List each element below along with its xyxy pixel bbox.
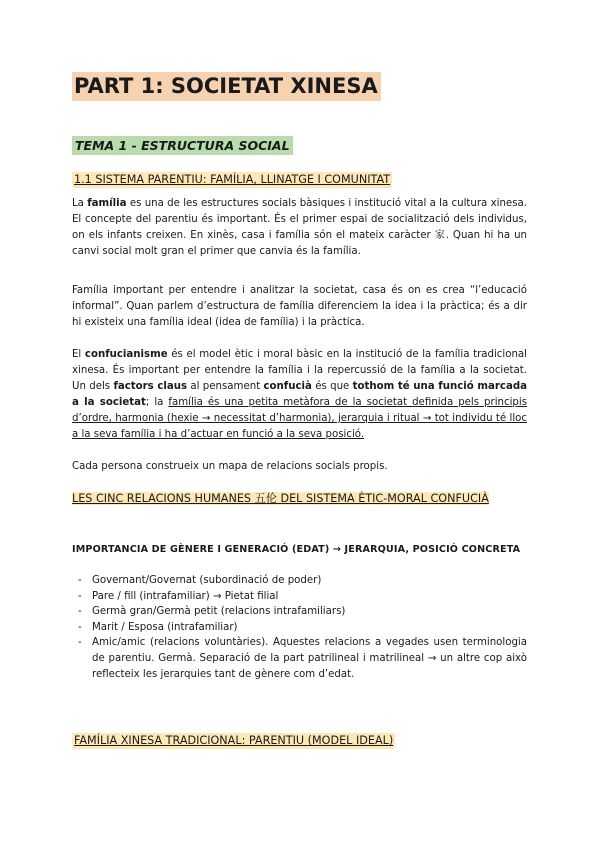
- list-item: - Governant/Governat (subordinació de poder): [72, 573, 527, 589]
- section-heading-sistema-parentiu: 1.1 SISTEMA PARENTIU: FAMÍLIA, LLINATGE I COMUNITAT: [74, 173, 391, 186]
- paragraph-confucianisme: El confucianisme és el model ètic i moral bàsic en la institució de la família tradicional xinesa. És important per entendre la família i la repercussió de la família a la societat. Un dels factors claus al pensament confucià és que tothom té una funció marcada a la societat; la família és una petita metàfora de la societat definida pels principis d’ordre, harmonia (hexie → necessitat d’harmonia), jerarquia i ritual → tot individu té lloc a la seva família i ha d’actuar en funció a la seva posició.: [72, 349, 528, 440]
- dash-bullet: -: [78, 621, 82, 633]
- dash-bullet: -: [78, 637, 82, 649]
- relations-list: [72, 573, 527, 682]
- section-heading-cinc-relacions: LES CINC RELACIONS HUMANES 五伦 DEL SISTEMA ÈTIC-MORAL CONFUCIÀ: [72, 492, 489, 505]
- dash-bullet: -: [78, 575, 82, 586]
- dash-bullet: -: [78, 590, 82, 602]
- list-item: - Germà gran/Germà petit (relacions intrafamiliars): [72, 604, 527, 620]
- subheading-genere-generacio: IMPORTANCIA DE GÈNERE I GENERACIÓ (EDAT) → JERARQUIA, POSICIÓ CONCRETA: [72, 544, 521, 555]
- paragraph-familia: La família es una de les estructures socials bàsiques i institució vital a la cultura xinesa. El concepte del parentiu és important. És el primer espai de socialització dels individus, on els infants creixen. En xinès, casa i família són el mateix caràcter 家. Quan hi ha un canvi social molt gran el primer que canvia és la família.: [72, 198, 527, 257]
- tema-heading: TEMA 1 - ESTRUCTURA SOCIAL: [72, 136, 293, 155]
- list-item: - Marit / Esposa (intrafamiliar): [72, 620, 527, 636]
- list-item: - Amic/amic (relacions voluntàries). Aquestes relacions a vegades usen terminologia de parentiu. Germà. Separació de la part patrilineal i matrilineal → un altre cop això reflecteix les jerarquies tant de gènere com d’edat.: [78, 637, 527, 680]
- section-heading-familia-tradicional: FAMÍLIA XINESA TRADICIONAL: PARENTIU (MODEL IDEAL): [74, 734, 394, 747]
- paragraph-mapa-relacions: Cada persona construeix un mapa de relacions socials propis.: [72, 461, 388, 472]
- paragraph-familia-important: Família important per entendre i analitzar la societat, casa és on es crea “l’educació informal”. Quan parlem d’estructura de família diferenciem la idea i la pràctica; és a dir hi existeix una família ideal (idea de família) i la pràctica.: [72, 285, 527, 328]
- dash-bullet: -: [78, 606, 82, 618]
- list-item: - Pare / fill (intrafamiliar) → Pietat filial: [72, 589, 527, 605]
- page-title: PART 1: SOCIETAT XINESA: [72, 72, 381, 101]
